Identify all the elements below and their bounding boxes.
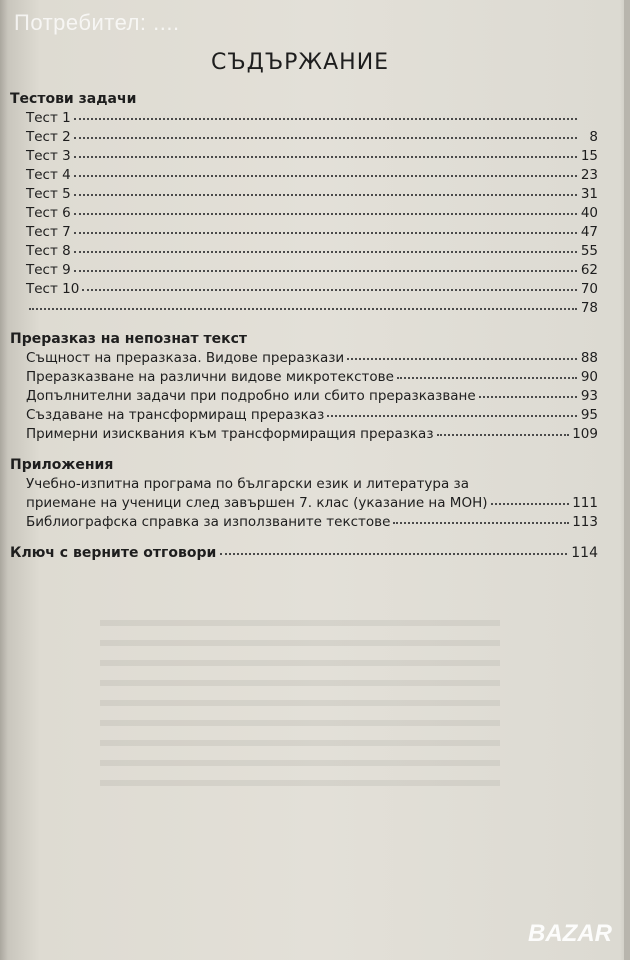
- dot-leader: [397, 366, 577, 379]
- entry-label: Създаване на трансформиращ преразказ: [26, 407, 325, 423]
- entry-page-number: 70: [580, 281, 598, 297]
- table-of-contents: [10, 90, 598, 563]
- entry-label: Същност на преразказа. Видове преразкази: [26, 350, 345, 366]
- section-title: Тестови задачи: [10, 91, 137, 107]
- section-title: Преразказ на непознат текст: [10, 331, 248, 347]
- entry-page-number: 23: [580, 167, 598, 183]
- entry-page-number: 31: [580, 186, 598, 202]
- dot-leader: [347, 347, 577, 360]
- entry-label: Тест 10: [26, 281, 80, 297]
- entry-label: Библиографска справка за използваните текстове: [26, 514, 391, 530]
- answer-key-label: Ключ с верните отговори: [10, 545, 217, 561]
- entry-label: приемане на ученици след завършен 7. клас (указание на МОН): [26, 495, 488, 511]
- bazar-logo: BAZAR: [528, 920, 612, 947]
- entry-label: Тест 8: [26, 243, 71, 259]
- dot-leader: [220, 542, 567, 555]
- entry-page-number: 47: [580, 224, 598, 240]
- entry-label: Примерни изисквания към трансформиращия преразказ: [26, 426, 434, 442]
- dot-leader: [74, 107, 577, 120]
- dot-leader: [74, 183, 577, 196]
- entry-label: Учебно-изпитна програма по български език и литература за: [26, 476, 470, 492]
- toc-entry: [26, 299, 598, 318]
- dot-leader: [479, 385, 577, 398]
- entry-label: Тест 4: [26, 167, 71, 183]
- entry-label: Тест 7: [26, 224, 71, 240]
- entry-page-number: 90: [580, 369, 598, 385]
- toc-entry: [26, 513, 598, 532]
- entry-page-number: 93: [580, 388, 598, 404]
- dot-leader: [74, 259, 577, 272]
- entry-label: Тест 3: [26, 148, 71, 164]
- entry-page-number: 55: [580, 243, 598, 259]
- toc-section: [10, 90, 598, 318]
- dot-leader: [29, 297, 577, 310]
- entry-page-number: 111: [572, 495, 598, 511]
- entry-page-number: 8: [589, 129, 598, 145]
- entry-label: Преразказване на различни видове микротекстове: [26, 369, 394, 385]
- entry-page-number: 15: [580, 148, 598, 164]
- section-title: Приложения: [10, 457, 114, 473]
- entry-page-number: 113: [572, 514, 598, 530]
- entry-page-number: 95: [580, 407, 598, 423]
- dot-leader: [82, 278, 577, 291]
- entry-page-number: 78: [580, 300, 598, 316]
- entry-label: Тест 1: [26, 110, 71, 126]
- toc-section: [10, 456, 598, 532]
- dot-leader: [74, 145, 577, 158]
- entry-page-number: 62: [580, 262, 598, 278]
- entry-label: Тест 9: [26, 262, 71, 278]
- entry-label: Тест 5: [26, 186, 71, 202]
- entry-label: Тест 6: [26, 205, 71, 221]
- bleed-through-text: [100, 620, 500, 800]
- dot-leader: [74, 240, 577, 253]
- entry-page-number: 109: [572, 426, 598, 442]
- dot-leader: [74, 126, 577, 139]
- watermark-text: Потребител: ....: [14, 10, 180, 35]
- dot-leader: [491, 492, 570, 505]
- entry-page-number: 88: [580, 350, 598, 366]
- dot-leader: [327, 404, 577, 417]
- entry-label: Допълнителни задачи при подробно или сбито преразказване: [26, 388, 476, 404]
- page-title: СЪДЪРЖАНИЕ: [210, 50, 390, 75]
- answer-key-page-number: 114: [571, 545, 598, 561]
- toc-entry: [26, 425, 598, 444]
- dot-leader: [74, 221, 577, 234]
- dot-leader: [74, 164, 577, 177]
- dot-leader: [393, 511, 569, 524]
- page-edge: [624, 0, 630, 960]
- dot-leader: [74, 202, 577, 215]
- dot-leader: [437, 423, 570, 436]
- toc-section: [10, 330, 598, 444]
- entry-page-number: 40: [580, 205, 598, 221]
- answer-key-entry: [10, 544, 598, 563]
- entry-label: Тест 2: [26, 129, 71, 145]
